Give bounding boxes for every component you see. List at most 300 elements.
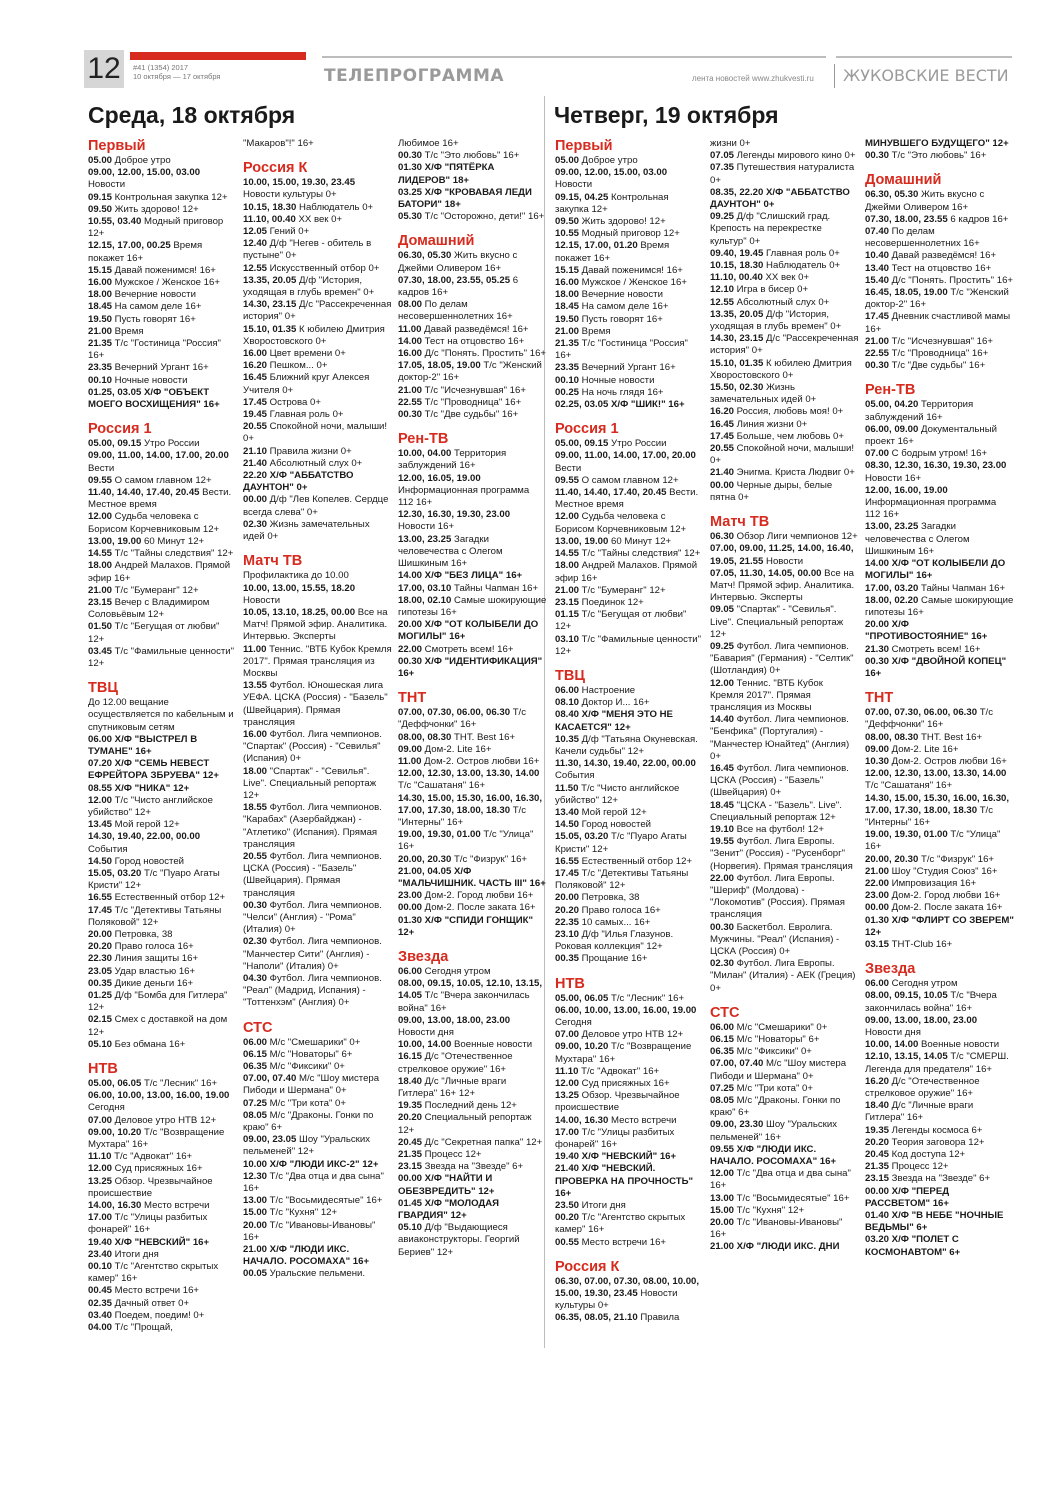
air-time: 19.00, 19.30, 01.00 <box>865 829 948 841</box>
program-listing: 09.00 Дом-2. Lite 16+ <box>865 743 959 755</box>
air-time: 15.00 <box>710 1204 735 1216</box>
day-title-thursday: Четверг, 19 октября <box>554 102 779 128</box>
program-listing: 18.40 Д/с "Личные враги Гитлера" 16+ <box>865 1100 974 1124</box>
program-listing: 00.30 Т/с "Это любовь" 16+ <box>865 150 987 162</box>
program-listing: 09.00, 13.00, 18.00, 23.00 Новости дня <box>865 1014 978 1038</box>
program-listing: 15.40 Д/с "Понять. Простить" 16+ <box>865 274 1014 286</box>
air-time: 12.00 <box>88 1163 113 1175</box>
air-time: 16.20 <box>243 360 268 372</box>
air-time: 23.40 <box>88 1248 113 1260</box>
program-listing: 07.00 Деловое утро НТВ 12+ <box>555 1029 684 1041</box>
air-time: 12.00, 16.05, 19.00 <box>398 472 481 484</box>
movie-listing: 22.20 Х/Ф "АББАТСТВО ДАУНТОН" 0+ <box>243 470 354 494</box>
air-time: 11.30, 14.30, 19.40, 22.00, 00.00 <box>555 758 696 770</box>
program-listing: 21.30 Смотреть всем! 16+ <box>865 643 981 655</box>
air-time: 03.45 <box>88 645 113 657</box>
program-listing: 10.15, 18.30 Наблюдатель 0+ <box>710 260 841 272</box>
air-time: 17.45 <box>865 311 890 323</box>
program-listing: 09.25 Футбол. Лига чемпионов. "Бавария" (Германия) - "Селтик" (Шотландия) 0+ <box>710 640 854 677</box>
program-listing: 12.00, 16.05, 19.00 Информационная программа 112 16+ <box>398 472 530 509</box>
program-listing: 16.55 Естественный отбор 12+ <box>555 855 693 867</box>
program-listing: 10.35 Д/ф "Татьяна Окуневская. Качели судьбы" 12+ <box>555 733 698 757</box>
program-listing: 10.05, 13.10, 18.25, 00.00 Все на Матч! Прямой эфир. Аналитика. Интервью. Эксперты <box>243 606 388 643</box>
program-listing: 07.00, 07.30, 06.00, 06.30 Т/с "Деффчонки" 16+ <box>865 707 994 731</box>
air-time: 23.05 <box>88 965 113 977</box>
program-listing: 17.45 Дневник счастливой мамы 16+ <box>865 311 1011 335</box>
movie-listing: 19.40 Х/Ф "НЕВСКИЙ" 16+ <box>88 1236 210 1248</box>
air-time: 20.20 <box>398 1112 423 1124</box>
issue-dates: 10 октября — 17 октября <box>133 72 221 81</box>
air-time: 20.00 <box>243 1219 268 1231</box>
program-listing: 11.30, 14.30, 19.40, 22.00, 00.00 События <box>555 758 696 782</box>
program-listing: 11.00 Давай разведёмся! 16+ <box>398 323 529 335</box>
air-time: 02.30 <box>243 518 268 530</box>
program-listing: 08.00, 09.15, 10.05 Т/с "Вчера закончилась война" 16+ <box>865 990 997 1014</box>
program-listing: 05.00, 06.05 Т/с "Лесник" 16+ <box>555 992 685 1004</box>
air-time: 23.15 <box>398 1161 423 1173</box>
air-time: 21.00 <box>865 335 890 347</box>
program-listing: 23.35 Вечерний Ургант 16+ <box>88 362 209 374</box>
program-listing: 00.30 Т/с "Это любовь" 16+ <box>398 150 520 162</box>
channel-header: Первый <box>88 138 146 154</box>
program-listing: 21.40 Энигма. Криста Людвиг 0+ <box>710 467 855 479</box>
program-listing: 07.00, 07.40 М/с "Шоу мистера Пибоди и Шермана" 0+ <box>710 1058 847 1082</box>
program-listing: 08.30, 12.30, 16.30, 19.30, 23.00 Новости 16+ <box>865 460 1007 484</box>
air-time: 13.25 <box>88 1175 113 1187</box>
program-listing: 12.00 Т/с "Чисто английское убийство" 12+ <box>88 794 213 818</box>
air-time: 00.35 <box>88 977 113 989</box>
program-listing: 09.55 О самом главном 12+ <box>88 474 212 486</box>
program-listing: 20.20 Право голоса 16+ <box>555 904 661 916</box>
program-listing: 06.30, 05.30 Жить вкусно с Джейми Оливером 16+ <box>398 250 518 274</box>
program-listing: 10.40 Давай разведёмся! 16+ <box>865 250 997 262</box>
program-listing: 15.00 Т/с "Кухня" 12+ <box>243 1207 338 1219</box>
program-listing: 05.00, 04.20 Территория заблуждений 16+ <box>865 399 974 423</box>
air-time: 10.15, 18.30 <box>243 201 297 213</box>
program-listing: 12.10 Игра в бисер 0+ <box>710 284 809 296</box>
air-time: 00.30 <box>398 409 423 421</box>
air-time: 10.15, 18.30 <box>710 260 764 272</box>
program-listing: 12.00 Т/с "Два отца и два сына" 16+ <box>710 1168 851 1192</box>
program-listing: 21.35 Процесс 12+ <box>865 1161 949 1173</box>
program-listing: 13.35, 20.05 Д/ф "История, уходящая в глубь времен" 0+ <box>243 274 375 299</box>
program-listing: 18.45 На самом деле 16+ <box>555 301 669 313</box>
air-time: 06.00, 09.00 <box>865 423 919 435</box>
movie-listing: 01.30 Х/Ф "СПИДИ ГОНЩИК" 12+ <box>398 914 534 938</box>
section-title: ТЕЛЕПРОГРАММА <box>324 66 505 86</box>
program-listing: 13.25 Обзор. Чрезвычайное происшествие <box>88 1175 213 1199</box>
program-listing: 13.00, 19.00 60 Минут 12+ <box>88 535 205 547</box>
program-listing: 17.00 Т/с "Улицы разбитых фонарей" 16+ <box>555 1126 675 1151</box>
air-time: 05.10 <box>88 1038 113 1050</box>
movie-listing: 00.30 Х/Ф "ИДЕНТИФИКАЦИЯ" 16+ <box>398 655 543 679</box>
channel-header: ТВЦ <box>88 680 118 697</box>
air-time: 19.50 <box>88 313 113 325</box>
air-time: 17.00 <box>555 1126 580 1138</box>
channel-header: Домашний <box>865 172 942 189</box>
issue-info <box>133 63 220 81</box>
program-listing: 16.15 Д/с "Отечественное стрелковое оружие" 16+ <box>398 1051 513 1075</box>
air-time: 17.00, 03.20 <box>865 582 919 594</box>
program-listing: 11.40, 14.40, 17.40, 20.45 Вести. Местное время <box>555 487 699 511</box>
air-time: 04.00 <box>88 1322 113 1334</box>
movie-listing: 21.00 Х/Ф "ЛЮДИ ИКС. ДНИ <box>710 1241 840 1253</box>
program-listing: 11.00 Теннис. "ВТБ Кубок Кремля 2017". Прямая трансляция из Москвы <box>243 643 392 679</box>
program-listing: 15.00 Т/с "Кухня" 12+ <box>710 1204 805 1216</box>
program-listing: 14.55 Т/с "Тайны следствия" 12+ <box>88 548 234 560</box>
channel-header: Рен-ТВ <box>398 431 449 448</box>
air-time: 20.20 <box>555 904 580 916</box>
air-time: 12.00, 12.30, 13.00, 13.30, 14.00 <box>865 768 1007 780</box>
air-time: 23.15 <box>865 1173 890 1185</box>
program-listing: 22.30 Линия защиты 16+ <box>88 953 199 965</box>
program-listing: 23.40 Итоги дня <box>88 1248 159 1260</box>
program-listing: 19.35 Последний день 12+ <box>398 1100 517 1112</box>
program-listing: 09.00, 12.00, 15.00, 03.00 Новости <box>88 167 201 191</box>
program-listing: 02.30 Футбол. Лига Европы. "Милан" (Италия) - АЕК (Греция) 0+ <box>710 958 856 994</box>
program-listing: 18.00, 02.20 Самые шокирующие гипотезы 16+ <box>865 594 1014 618</box>
air-time: 08.10 <box>555 697 580 709</box>
air-time: 05.00 <box>555 155 580 166</box>
air-time: 06.35 <box>243 1061 268 1073</box>
air-time: 20.00, 20.30 <box>398 853 452 865</box>
air-time: 12.40 <box>243 238 268 250</box>
channel-header: ТНТ <box>865 690 894 707</box>
air-time: 18.00 <box>243 765 268 777</box>
air-time: 23.10 <box>555 928 580 940</box>
program-listing: 20.55 Спокойной ночи, малыши! 0+ <box>710 443 855 467</box>
air-time: 06.00 <box>555 684 580 696</box>
program-listing: 11.00 Дом-2. Остров любви 16+ <box>398 755 540 767</box>
air-time: 07.35 <box>710 162 735 174</box>
program-listing: 16.45, 18.05, 19.00 Т/с "Женский доктор-2" 16+ <box>865 287 1009 311</box>
air-time: 14.40 <box>710 714 735 726</box>
program-listing: 12.30 Т/с "Два отца и два сына" 16+ <box>243 1170 384 1195</box>
air-time: 08.00, 09.15, 10.05 <box>865 990 948 1002</box>
air-time: 10.00, 15.00, 19.30, 23.45 <box>243 177 356 189</box>
air-time: 00.10 <box>555 374 580 386</box>
program-listing: 05.10 Д/ф "Выдающиеся авиаконструкторы. Георгий Бериев" 12+ <box>398 1222 520 1258</box>
program-listing: 14.55 Т/с "Тайны следствия" 12+ <box>555 548 701 560</box>
program-listing: 15.50, 02.30 Жизнь замечательных идей 0+ <box>710 382 817 406</box>
program-listing: 22.00 Футбол. Лига Европы. "Шериф" (Молдова) - "Локомотив" (Россия). Прямая трансляция <box>710 872 845 921</box>
air-time: 11.40, 14.40, 17.40, 20.45 <box>88 487 200 499</box>
program-listing: 11.40, 14.40, 17.40, 20.45 Вести. Местное время <box>88 487 232 511</box>
program-listing: 00.55 Место встречи 16+ <box>555 1236 667 1248</box>
air-time: 21.30 <box>865 643 890 655</box>
program-listing: 09.00, 10.20 Т/с "Возвращение Мухтара" 16+ <box>88 1126 225 1151</box>
air-time: 14.30, 23.15 <box>243 299 297 311</box>
program-listing: 00.00 Черные дыры, белые пятна 0+ <box>710 479 833 503</box>
program-listing: 14.00, 16.30 Место встречи <box>555 1114 677 1126</box>
program-listing: 12.00, 12.30, 13.00, 13.30, 14.00 Т/с "Сашатаня" 16+ <box>398 768 540 792</box>
air-time: 14.50 <box>555 819 580 831</box>
air-time: 07.40 <box>865 226 890 238</box>
program-listing: 14.00 Тест на отцовство 16+ <box>398 335 525 347</box>
program-listing: 18.00 "Спартак" - "Севилья". Live". Специальный репортаж 12+ <box>243 765 377 801</box>
air-time: 08.00, 09.15, 10.05, 12.10, 13.15, 14.05 <box>398 978 543 1002</box>
air-time: 09.00, 11.00, 14.00, 17.00, 20.00 <box>88 450 229 462</box>
program-listing: 05.10 Без обмана 16+ <box>88 1038 186 1050</box>
program-listing: 14.30, 23.15 Д/с "Рассекреченная история" 0+ <box>243 299 392 323</box>
program-listing: 21.40 Абсолютный слух 0+ <box>243 457 363 469</box>
air-time: 20.45 <box>865 1149 890 1161</box>
program-listing: 14.30, 23.15 Д/с "Рассекреченная история" 0+ <box>710 333 859 357</box>
program-listing: 19.55 Футбол. Лига Европы. "Зенит" (Россия) - "Русенборг" (Норвегия). Прямая трансляция <box>710 836 853 872</box>
program-listing: 06.35, 08.05, 21.10 Правила <box>555 1312 680 1324</box>
program-listing: 18.00 Вечерние новости <box>555 289 663 301</box>
air-time: 22.00 <box>398 643 423 655</box>
program-listing: 06.00 М/с "Смешарики" 0+ <box>710 1021 828 1033</box>
program-listing: 18.00 Вечерние новости <box>88 289 196 301</box>
program-listing: 04.30 Футбол. Лига чемпионов. "Реал" (Мадрид, Испания) - "Тоттенхэм" (Англия) 0+ <box>243 973 382 1009</box>
air-time: 11.40, 14.40, 17.40, 20.45 <box>555 487 667 499</box>
air-time: 07.00, 07.40 <box>710 1058 764 1070</box>
air-time: 20.00 <box>710 1217 735 1229</box>
program-listing: 08.05 М/с "Драконы. Гонки по краю" 6+ <box>710 1095 841 1119</box>
air-time: 13.45 <box>88 819 113 831</box>
air-time: 06.30, 05.30 <box>865 189 919 201</box>
program-listing: Любимое 16+ <box>398 138 459 149</box>
air-time: 10.40 <box>865 250 890 262</box>
program-listing: 16.45 Линия жизни 0+ <box>710 418 808 430</box>
air-time: 19.10 <box>710 823 735 835</box>
air-time: 06.00 <box>865 978 890 990</box>
program-listing: жизни 0+ <box>710 138 751 149</box>
movie-listing: 10.00 Х/Ф "ЛЮДИ ИКС-2" 12+ <box>243 1158 379 1170</box>
program-listing: 17.45 Т/с "Детективы Татьяны Поляковой" 12+ <box>555 867 689 892</box>
program-listing: 09.55 О самом главном 12+ <box>555 474 679 486</box>
air-time: 19.00, 19.30, 01.00 <box>398 829 481 841</box>
air-time: 16.15 <box>398 1051 423 1063</box>
air-time: 12.55 <box>243 262 268 274</box>
air-time: 14.00, 16.30 <box>555 1114 609 1126</box>
program-listing: 18.00, 02.10 Самые шокирующие гипотезы 16+ <box>398 594 547 618</box>
air-time: 03.40 <box>88 1309 113 1321</box>
program-listing: 08.00, 08.30 ТНТ. Best 16+ <box>865 731 983 743</box>
program-listing: 09.15, 04.25 Контрольная закупка 12+ <box>555 191 669 215</box>
air-time: 16.20 <box>865 1075 890 1087</box>
program-listing: 00.00 Д/ф "Лев Копелев. Сердце всегда слева" 0+ <box>243 494 389 518</box>
air-time: 15.10, 01.35 <box>710 357 764 369</box>
program-listing: 07.25 М/с "Три кота" 0+ <box>243 1097 346 1109</box>
air-time: 13.25 <box>555 1090 580 1102</box>
program-listing: 20.00, 20.30 Т/с "Физрук" 16+ <box>865 853 995 865</box>
program-listing: 23.05 Удар властью 16+ <box>88 965 196 977</box>
program-listing: 07.05 Легенды мирового кино 0+ <box>710 150 856 162</box>
air-time: 13.55 <box>243 680 268 692</box>
program-listing: 14.30, 15.00, 15.30, 16.00, 16.30, 17.00, 17.30, 18.00, 18.30 Т/с "Интерны" 16+ <box>398 792 543 828</box>
channel-header: СТС <box>243 1019 273 1036</box>
movie-listing: 21.40 Х/Ф "НЕВСКИЙ. ПРОВЕРКА НА ПРОЧНОСТЬ" 16+ <box>555 1163 694 1199</box>
air-time: 21.40 <box>710 467 735 479</box>
air-time: 21.10 <box>243 445 268 457</box>
news-feed-link[interactable]: лента новостей www.zhukvesti.ru <box>692 74 814 83</box>
program-listing: До 12.00 вещание осуществляется по кабельным и спутниковым сетям <box>88 697 234 733</box>
air-time: 00.00 <box>710 479 735 491</box>
air-time: 07.25 <box>710 1082 735 1094</box>
program-listing: 07.00, 07.40 М/с "Шоу мистера Пибоди и Шермана" 0+ <box>243 1073 380 1097</box>
air-time: 00.30 <box>398 150 423 162</box>
air-time: 19.35 <box>865 1124 890 1136</box>
air-time: 09.00, 12.00, 15.00, 03.00 <box>88 167 201 179</box>
program-listing: 03.40 Поедем, поедим! 0+ <box>88 1309 205 1321</box>
air-time: 00.30 <box>865 150 890 162</box>
air-time: 20.20 <box>865 1136 890 1148</box>
air-time: 13.00 <box>243 1195 268 1207</box>
program-listing: "Макаров"!" 16+ <box>243 138 314 149</box>
air-time: 00.10 <box>88 374 113 386</box>
program-listing: 00.30 Т/с "Две судьбы" 16+ <box>398 409 519 421</box>
program-listing: 10.55 Модный приговор 12+ <box>555 228 680 240</box>
air-time: 21.35 <box>865 1161 890 1173</box>
program-listing: 12.55 Абсолютный слух 0+ <box>710 296 830 308</box>
program-listing: 13.40 Мой герой 12+ <box>555 806 647 818</box>
air-time: 11.10 <box>555 1065 579 1077</box>
air-time: 13.40 <box>555 806 580 818</box>
schedule-column <box>88 138 237 1334</box>
air-time: 15.40 <box>865 274 890 286</box>
air-time: 13.35, 20.05 <box>243 274 297 286</box>
schedule-column <box>710 138 859 1254</box>
channel-header: Звезда <box>865 961 916 978</box>
program-listing: 07.30, 18.00, 23.55 6 кадров 16+ <box>865 213 1009 225</box>
program-listing: 13.40 Тест на отцовство 16+ <box>865 262 992 274</box>
program-listing: 00.30 Баскетбол. Евролига. Мужчины. "Реал" (Испания) - ЦСКА (Россия) 0+ <box>710 921 840 957</box>
program-listing: 18.00 Андрей Малахов. Прямой эфир 16+ <box>555 560 698 584</box>
program-listing: 00.30 Т/с "Две судьбы" 16+ <box>865 360 986 372</box>
air-time: 00.35 <box>555 953 580 965</box>
program-listing: 07.00 Деловое утро НТВ 12+ <box>88 1114 217 1126</box>
air-time: 06.00, 10.00, 13.00, 16.00, 19.00 <box>555 1004 697 1016</box>
air-time: 17.45 <box>243 396 268 408</box>
air-time: 21.00 <box>88 325 113 337</box>
air-time: 13.00, 19.00 <box>88 535 142 547</box>
air-time: 05.00, 06.05 <box>555 992 609 1004</box>
program-listing: 06.00 М/с "Смешарики" 0+ <box>243 1036 361 1048</box>
program-listing: 14.50 Город новостей <box>88 855 185 867</box>
program-listing: 17.00 Т/с "Улицы разбитых фонарей" 16+ <box>88 1212 208 1236</box>
air-time: 01.25 <box>88 990 113 1001</box>
program-listing: 20.20 Специальный репортаж 12+ <box>398 1112 532 1136</box>
program-listing: 19.10 Все на футбол! 12+ <box>710 823 824 835</box>
program-listing: 07.35 Путешествия натуралиста 0+ <box>710 162 855 186</box>
program-listing: 23.00 Дом-2. Город любви 16+ <box>865 890 1001 902</box>
program-listing: 00.35 Дикие деньги 16+ <box>88 977 194 989</box>
air-time: 09.00, 13.00, 18.00, 23.00 <box>865 1014 978 1026</box>
channel-header: Россия 1 <box>555 421 619 438</box>
air-time: 09.50 <box>88 203 113 215</box>
program-listing: 21.00 Т/с "Бумеранг" 12+ <box>88 584 199 596</box>
air-time: 09.00, 10.20 <box>555 1041 609 1053</box>
air-time: 06.00 <box>710 1021 735 1033</box>
program-listing: 21.35 Т/с "Гостиница "Россия" 16+ <box>88 338 221 362</box>
movie-listing: 06.00 Х/Ф "ВЫСТРЕЛ В ТУМАНЕ" 16+ <box>88 733 198 757</box>
program-listing: 07.05, 11.30, 14.05, 00.00 Все на Матч! Прямой эфир. Аналитика. Интервью. Эксперты <box>710 567 855 604</box>
air-time: 16.55 <box>88 892 113 904</box>
accent-bar <box>130 52 306 60</box>
program-listing: 20.00 Петровка, 38 <box>88 928 173 940</box>
air-time: 22.55 <box>398 396 423 408</box>
air-time: 19.50 <box>555 313 580 325</box>
program-listing: 23.35 Вечерний Ургант 16+ <box>555 362 676 374</box>
program-listing: 12.00 Судьба человека с Борисом Корчевниковым 12+ <box>88 511 220 535</box>
air-time: 08.05 <box>243 1109 268 1121</box>
program-listing: 09.00, 10.20 Т/с "Возвращение Мухтара" 16+ <box>555 1041 692 1065</box>
program-listing: 06.00 Сегодня утром <box>398 965 491 977</box>
program-listing: 09.00 Дом-2. Lite 16+ <box>398 743 492 755</box>
air-time: 20.55 <box>710 443 735 455</box>
air-time: 12.05 <box>243 226 268 238</box>
program-listing: 10.00, 13.00, 15.55, 18.20 Новости <box>243 582 356 606</box>
air-time: 05.00, 04.20 <box>865 399 919 411</box>
air-time: 12.30, 16.30, 19.30, 23.00 <box>398 509 511 521</box>
air-time: 13.00 <box>710 1192 735 1204</box>
air-time: 09.00, 23.05 <box>243 1134 297 1146</box>
air-time: 21.00 <box>555 325 580 337</box>
air-time: 15.15 <box>555 264 580 276</box>
program-listing: 13.45 Мой герой 12+ <box>88 819 180 831</box>
program-listing: 18.55 Футбол. Лига чемпионов. "Карабах" (Азербайджан) - "Атлетико" (Испания). Прямая трансляция <box>243 802 382 850</box>
program-listing: 16.00 Футбол. Лига чемпионов. "Спартак" (Россия) - "Севилья" (Испания) 0+ <box>243 728 382 765</box>
air-time: 13.35, 20.05 <box>710 308 764 320</box>
program-listing: 23.15 Звезда на "Звезде" 6+ <box>398 1161 524 1173</box>
issue-number: #41 (1354) 2017 <box>133 63 189 72</box>
program-listing: 23.10 Д/ф "Илья Глазунов. Роковая коллекция" 12+ <box>555 928 674 953</box>
program-listing: 16.45 Футбол. Лига чемпионов. ЦСКА (Россия) - "Базель" (Швейцария) 0+ <box>710 762 849 799</box>
program-listing: 20.00 Т/с "Ивановы-Ивановы" 16+ <box>243 1219 376 1243</box>
air-time: 12.55 <box>710 296 735 308</box>
program-listing: 00.00 Дом-2. После заката 16+ <box>865 902 1003 914</box>
air-time: 07.25 <box>243 1097 268 1109</box>
program-listing: 05.00 Доброе утро <box>555 155 638 166</box>
air-time: 16.45 <box>243 372 268 384</box>
air-time: 15.50, 02.30 <box>710 382 764 394</box>
air-time: 06.30 <box>710 531 735 543</box>
program-listing: 00.30 Футбол. Лига чемпионов. "Челси" (Англия) - "Рома" (Италия) 0+ <box>243 899 382 936</box>
program-listing: 06.30 Обзор Лиги чемпионов 12+ <box>710 531 858 543</box>
air-time: 07.30, 18.00, 23.55 <box>865 213 948 225</box>
program-listing: 20.00 Т/с "Ивановы-Ивановы" 16+ <box>710 1217 843 1241</box>
air-time: 12.00 <box>88 511 113 523</box>
program-listing: 06.30, 05.30 Жить вкусно с Джейми Оливером 16+ <box>865 189 985 213</box>
air-time: 05.00 <box>88 155 113 166</box>
air-time: 07.00, 07.30, 06.00, 06.30 <box>398 707 511 719</box>
program-listing: 13.35, 20.05 Д/ф "История, уходящая в глубь времен" 0+ <box>710 308 842 333</box>
movie-listing: 03.25 Х/Ф "КРОВАВАЯ ЛЕДИ БАТОРИ" 18+ <box>398 186 532 211</box>
air-time: 05.00, 09.15 <box>555 438 609 450</box>
air-time: 18.00 <box>555 289 580 301</box>
air-time: 16.00 <box>88 277 113 289</box>
program-listing: 17.45 Больше, чем любовь 0+ <box>710 430 844 442</box>
air-time: 06.15 <box>710 1034 735 1046</box>
program-listing: 15.05, 03.20 Т/с "Пуаро Агаты Кристи" 12+ <box>88 867 220 892</box>
air-time: 18.45 <box>88 301 113 313</box>
program-listing: 20.00 Петровка, 38 <box>555 892 640 904</box>
air-time: 18.45 <box>555 301 580 313</box>
air-time: 14.30, 15.00, 15.30, 16.00, 16.30, 17.00, 17.30, 18.00, 18.30 <box>398 792 543 816</box>
air-time: 21.35 <box>555 338 580 350</box>
air-time: 05.00, 09.15 <box>88 438 142 450</box>
air-time: 09.50 <box>555 216 580 228</box>
air-time: 14.30, 23.15 <box>710 333 764 345</box>
air-time: 15.05, 03.20 <box>555 831 609 843</box>
program-listing: 09.00, 23.05 Шоу "Уральских пельменей" 12+ <box>243 1134 370 1158</box>
program-listing: 08.00, 09.15, 10.05, 12.10, 13.15, 14.05 Т/с "Вчера закончилась война" 16+ <box>398 978 543 1014</box>
program-listing: 17.00, 03.20 Тайны Чапман 16+ <box>865 582 1006 594</box>
air-time: 22.55 <box>865 348 890 360</box>
program-listing: 00.45 Место встречи 16+ <box>88 1285 200 1297</box>
